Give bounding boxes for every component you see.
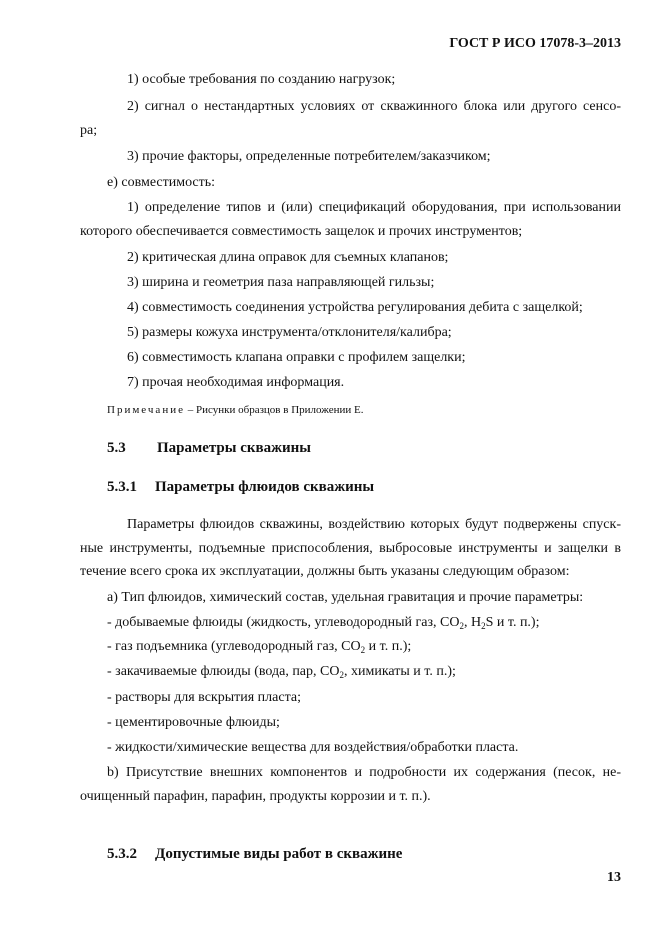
list-item-a: а) Тип флюидов, химический состав, удельная гравитация и прочие параметры:: [107, 590, 584, 605]
list-item-continuation: которого обеспечивается совместимость защелок и прочих инструментов;: [80, 224, 523, 239]
list-item-continuation: ра;: [80, 123, 98, 138]
section-heading-5-3: [107, 440, 311, 457]
list-item: 3) ширина и геометрия паза направляющей гильзы;: [127, 275, 435, 290]
section-title: Параметры флюидов скважины: [155, 479, 375, 495]
note-text: – Рисунки образцов в Приложении Е.: [184, 404, 364, 416]
note: [107, 404, 363, 416]
dash-item: - добываемые флюиды (жидкость, углеводородный газ, $CO_2$, $H_2S$ и т. п.);: [107, 615, 540, 631]
list-item: 3) прочие факторы, определенные потребителем/заказчиком;: [127, 149, 491, 164]
list-item-e: е) совместимость:: [107, 175, 216, 190]
dash-item: - растворы для вскрытия пласта;: [107, 690, 301, 705]
dash-item: - жидкости/химические вещества для воздействия/обработки пласта.: [107, 740, 519, 755]
paragraph-line: ные инструменты, подъемные приспособления, выбросовые инструменты и защелки в: [80, 541, 621, 556]
paragraph-line: течение всего срока их эксплуатации, должны быть указаны следующим образом:: [80, 564, 570, 579]
section-heading-5-3-1: [107, 479, 374, 496]
section-title: Допустимые виды работ в скважине: [155, 846, 403, 862]
list-item: 4) совместимость соединения устройства регулирования дебита с защелкой;: [127, 300, 583, 315]
list-item: 2) критическая длина оправок для съемных клапанов;: [127, 250, 449, 265]
list-item: 1) определение типов и (или) спецификаций оборудования, при использовании: [127, 200, 621, 215]
dash-item: - цементировочные флюиды;: [107, 715, 280, 730]
paragraph-line: Параметры флюидов скважины, воздействию которых будут подвержены спуск-: [127, 517, 621, 532]
list-item: 7) прочая необходимая информация.: [127, 375, 345, 390]
list-item-continuation: очищенный парафин, парафин, продукты коррозии и т. п.).: [80, 789, 431, 804]
section-number: 5.3.2: [107, 846, 137, 862]
document-header: ГОСТ Р ИСО 17078-3–2013: [449, 36, 621, 51]
dash-item: - газ подъемника (углеводородный газ, $CO_2$ и т. п.);: [107, 639, 412, 655]
section-title: Параметры скважины: [157, 440, 312, 456]
list-item: 2) сигнал о нестандартных условиях от скважинного блока или другого сенсо-: [127, 99, 621, 114]
section-heading-5-3-2: [107, 846, 402, 863]
section-number: 5.3: [107, 440, 126, 456]
note-label: Примечание: [107, 404, 185, 416]
list-item-b: b) Присутствие внешних компонентов и подробности их содержания (песок, не-: [107, 765, 621, 780]
list-item: 1) особые требования по созданию нагрузок;: [127, 72, 396, 87]
section-number: 5.3.1: [107, 479, 137, 495]
page-number: 13: [607, 870, 621, 885]
list-item: 5) размеры кожуха инструмента/отклонителя/калибра;: [127, 325, 452, 340]
list-item: 6) совместимость клапана оправки с профилем защелки;: [127, 350, 466, 365]
dash-item: - закачиваемые флюиды (вода, пар, $CO_2$, химикаты и т. п.);: [107, 664, 456, 680]
